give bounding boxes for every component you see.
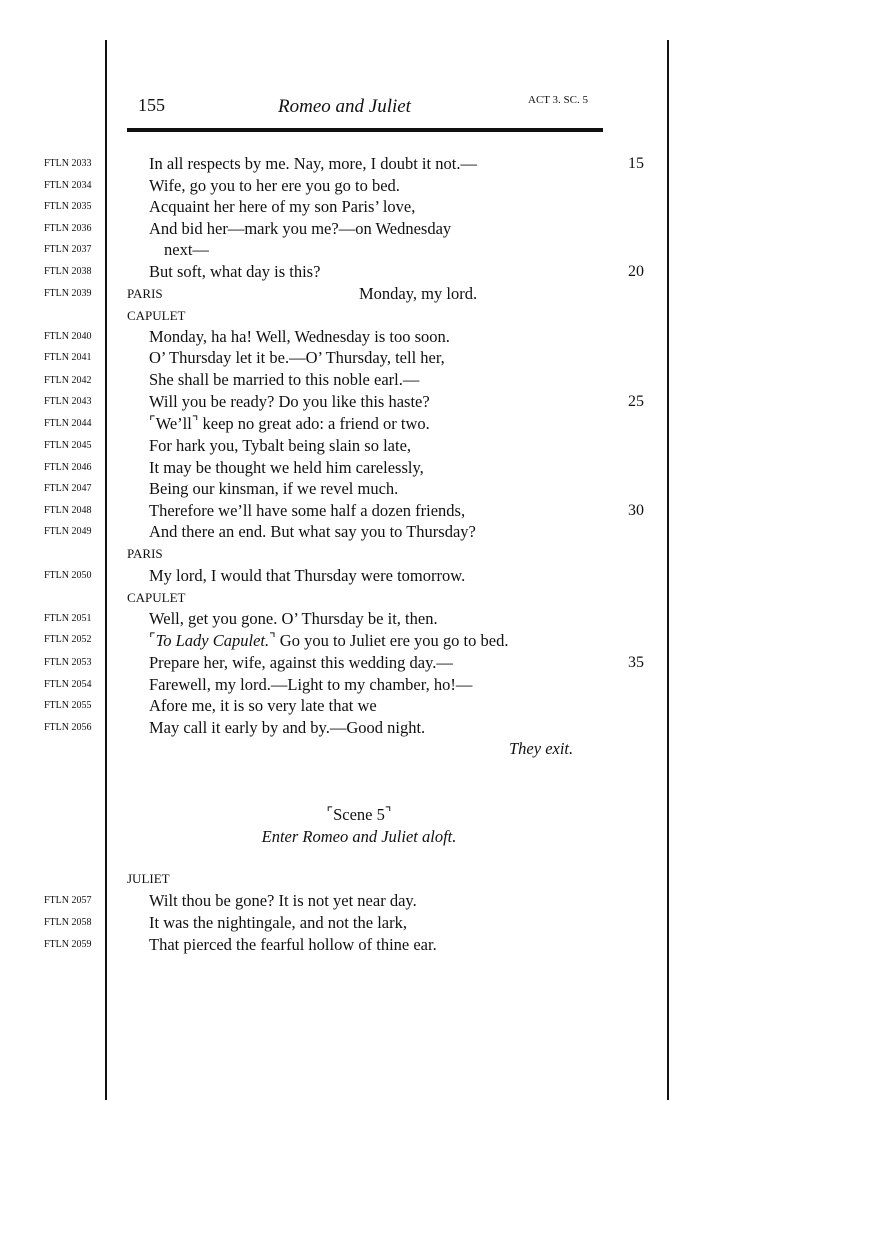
entrance-direction: Enter Romeo and Juliet aloft. bbox=[261, 827, 457, 846]
verse-line: And bid her—mark you me?—on Wednesday bbox=[149, 219, 452, 238]
ftln-label: FTLN 2050 bbox=[44, 570, 92, 581]
verse-line: Afore me, it is so very late that we bbox=[149, 696, 377, 715]
ftln-label: FTLN 2054 bbox=[44, 679, 92, 690]
verse-line: But soft, what day is this? bbox=[149, 262, 321, 281]
exit-stage-direction: They exit. bbox=[509, 739, 574, 758]
verse-line: That pierced the fearful hollow of thine ear. bbox=[149, 935, 437, 954]
verse-line bbox=[149, 414, 430, 434]
ftln-label: FTLN 2035 bbox=[44, 201, 92, 212]
open-bracket: ⌜ bbox=[326, 806, 334, 821]
ftln-label: FTLN 2045 bbox=[44, 440, 92, 451]
verse-line: In all respects by me. Nay, more, I doubt it not.— bbox=[149, 154, 477, 173]
running-title: Romeo and Juliet bbox=[278, 96, 411, 117]
verse-line: May call it early by and by.—Good night. bbox=[149, 718, 426, 737]
verse-line: For hark you, Tybalt being slain so late, bbox=[149, 436, 412, 455]
verse-line: Wife, go you to her ere you go to bed. bbox=[149, 176, 400, 195]
verse-line: Therefore we’ll have some half a dozen friends, bbox=[149, 501, 466, 520]
ftln-label: FTLN 2058 bbox=[44, 917, 92, 928]
ftln-label: FTLN 2046 bbox=[44, 462, 92, 473]
ftln-label: FTLN 2038 bbox=[44, 266, 92, 277]
ftln-label: FTLN 2033 bbox=[44, 158, 92, 169]
ftln-label: FTLN 2048 bbox=[44, 505, 92, 516]
right-margin-rule bbox=[667, 40, 669, 1100]
ftln-label: FTLN 2041 bbox=[44, 352, 92, 363]
ftln-label: FTLN 2043 bbox=[44, 396, 92, 407]
verse-line-rest: Go you to Juliet ere you go to bed. bbox=[275, 631, 509, 650]
verse-line: Farewell, my lord.—Light to my chamber, ho!— bbox=[149, 675, 473, 694]
verse-line: Monday, ha ha! Well, Wednesday is too soon. bbox=[149, 327, 450, 346]
act-scene-label: ACT 3. SC. 5 bbox=[528, 94, 589, 106]
ftln-label: FTLN 2056 bbox=[44, 722, 92, 733]
verse-line: It may be thought we held him carelessly, bbox=[149, 458, 424, 477]
verse-line: O’ Thursday let it be.—O’ Thursday, tell her, bbox=[149, 348, 445, 367]
ftln-label: FTLN 2059 bbox=[44, 939, 92, 950]
verse-line-continued: next— bbox=[164, 240, 209, 259]
verse-line: Wilt thou be gone? It is not yet near day. bbox=[149, 891, 417, 910]
ftln-label: FTLN 2042 bbox=[44, 375, 92, 386]
page-number: 155 bbox=[138, 95, 165, 115]
line-number: 25 bbox=[628, 393, 644, 410]
ftln-label: FTLN 2051 bbox=[44, 613, 92, 624]
ftln-label: FTLN 2047 bbox=[44, 483, 92, 494]
speaker-name: CAPULET bbox=[127, 308, 186, 323]
line-number: 35 bbox=[628, 654, 644, 671]
verse-line: It was the nightingale, and not the lark, bbox=[149, 913, 407, 932]
ftln-label: FTLN 2040 bbox=[44, 331, 92, 342]
verse-line: Prepare her, wife, against this wedding day.— bbox=[149, 653, 453, 672]
open-bracket: ⌜ bbox=[149, 415, 156, 430]
ftln-label: FTLN 2034 bbox=[44, 180, 92, 191]
close-bracket: ⌝ bbox=[269, 632, 276, 647]
close-bracket: ⌝ bbox=[384, 806, 392, 821]
line-number: 20 bbox=[628, 263, 644, 280]
verse-line-rest: keep no great ado: a friend or two. bbox=[198, 414, 430, 433]
verse-line: Acquaint her here of my son Paris’ love, bbox=[149, 197, 416, 216]
scene-heading-text: Scene 5 bbox=[333, 805, 385, 824]
line-number: 15 bbox=[628, 155, 644, 172]
open-bracket: ⌜ bbox=[149, 632, 156, 647]
stage-direction: To Lady Capulet. bbox=[155, 631, 270, 650]
close-bracket: ⌝ bbox=[191, 415, 199, 430]
verse-line: She shall be married to this noble earl.— bbox=[149, 370, 420, 389]
verse-line: And there an end. But what say you to Thursday? bbox=[149, 522, 476, 541]
ftln-label: FTLN 2052 bbox=[44, 634, 92, 645]
verse-line: My lord, I would that Thursday were tomorrow. bbox=[149, 566, 466, 585]
scene-heading bbox=[108, 805, 610, 825]
speaker-name: PARIS bbox=[127, 546, 163, 561]
header-rule bbox=[127, 128, 603, 132]
verse-line: Monday, my lord. bbox=[359, 284, 478, 303]
verse-line: Being our kinsman, if we revel much. bbox=[149, 479, 399, 498]
speaker-name: PARIS bbox=[127, 286, 163, 301]
ftln-label: FTLN 2036 bbox=[44, 223, 92, 234]
ftln-label: FTLN 2037 bbox=[44, 244, 92, 255]
speaker-name: JULIET bbox=[127, 871, 170, 886]
ftln-label: FTLN 2044 bbox=[44, 418, 92, 429]
verse-line: Well, get you gone. O’ Thursday be it, then. bbox=[149, 609, 438, 628]
ftln-label: FTLN 2057 bbox=[44, 895, 92, 906]
ftln-label: FTLN 2055 bbox=[44, 700, 92, 711]
speaker-name: CAPULET bbox=[127, 590, 186, 605]
editorial-insertion: We’ll bbox=[155, 414, 192, 433]
ftln-label: FTLN 2053 bbox=[44, 657, 92, 668]
left-margin-rule bbox=[105, 40, 107, 1100]
line-number: 30 bbox=[628, 502, 644, 519]
ftln-label: FTLN 2049 bbox=[44, 526, 92, 537]
verse-line bbox=[149, 631, 508, 651]
verse-line: Will you be ready? Do you like this haste? bbox=[149, 392, 430, 411]
ftln-label: FTLN 2039 bbox=[44, 288, 92, 299]
